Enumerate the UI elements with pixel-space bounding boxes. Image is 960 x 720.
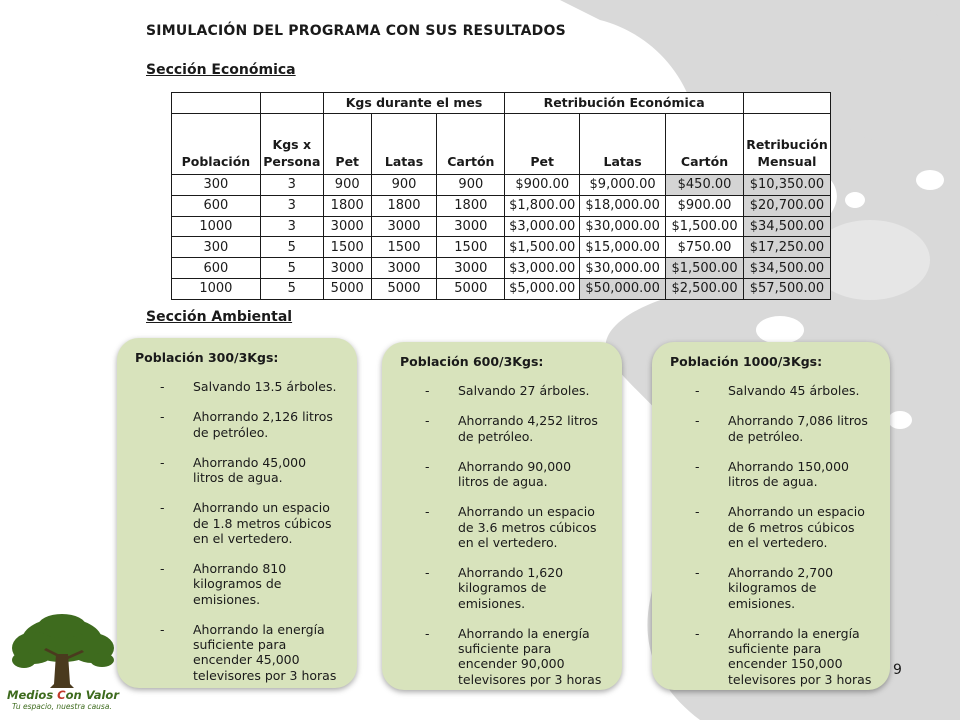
table-row bbox=[172, 278, 831, 299]
list-item bbox=[400, 626, 604, 687]
table-cell: 5000 bbox=[323, 278, 371, 299]
list-item-text: Salvando 27 árboles. bbox=[458, 383, 590, 398]
list-item-text: Ahorrando 1,620 kilogramos de emisiones. bbox=[458, 565, 564, 611]
header-empty-cell bbox=[260, 93, 323, 114]
card-title: Población 600/3Kgs: bbox=[400, 354, 544, 369]
table-cell: 3000 bbox=[371, 258, 437, 279]
table-row bbox=[172, 195, 831, 216]
table-cell: $1,500.00 bbox=[666, 258, 744, 279]
list-item bbox=[670, 565, 872, 611]
list-item bbox=[135, 379, 339, 394]
environmental-card-300 bbox=[117, 338, 357, 688]
list-item bbox=[135, 409, 339, 440]
table-cell: $20,700.00 bbox=[743, 195, 830, 216]
card-title: Población 1000/3Kgs: bbox=[670, 354, 823, 369]
list-item-text: Ahorrando 2,126 litros de petróleo. bbox=[193, 409, 333, 440]
bullet-dash: - bbox=[695, 413, 700, 429]
bullet-dash: - bbox=[425, 383, 430, 398]
list-item-text: Ahorrando 45,000 litros de agua. bbox=[193, 454, 307, 485]
table-cell: $34,500.00 bbox=[743, 258, 830, 279]
list-item-text: Ahorrando 150,000 litros de agua. bbox=[728, 458, 850, 489]
logo-brand-part1: Medios bbox=[7, 688, 58, 702]
header-empty-cell bbox=[743, 93, 830, 114]
bullet-dash: - bbox=[695, 383, 700, 398]
economic-section-heading: Sección Económica bbox=[146, 62, 296, 78]
table-cell: $5,000.00 bbox=[505, 278, 580, 299]
bullet-dash: - bbox=[160, 561, 165, 576]
list-item bbox=[670, 504, 872, 550]
list-item-text: Ahorrando un espacio de 3.6 metros cúbicos en el vertedero. bbox=[458, 504, 597, 550]
table-header-group-row bbox=[172, 93, 831, 114]
bullet-dash: - bbox=[160, 409, 165, 425]
header-carton: Cartón bbox=[437, 114, 505, 175]
list-item-text: Ahorrando 2,700 kilogramos de emisiones. bbox=[728, 565, 834, 611]
list-item bbox=[670, 626, 872, 687]
table-cell: 3 bbox=[260, 175, 323, 196]
table-cell: 5 bbox=[260, 278, 323, 299]
list-item-text: Ahorrando la energía suficiente para encender 90,000 televisores por 3 horas bbox=[458, 625, 602, 687]
bullet-dash: - bbox=[425, 625, 430, 641]
table-row bbox=[172, 175, 831, 196]
list-item-text: Ahorrando un espacio de 6 metros cúbicos en el vertedero. bbox=[728, 504, 865, 550]
table-cell: 3 bbox=[260, 195, 323, 216]
table-cell: $1,500.00 bbox=[666, 216, 744, 237]
table-cell: $10,350.00 bbox=[743, 175, 830, 196]
bullet-dash: - bbox=[425, 504, 430, 520]
header-retribucion-group: Retribución Económica bbox=[505, 93, 744, 114]
card-list bbox=[400, 383, 604, 687]
list-item-text: Ahorrando 810 kilogramos de emisiones. bbox=[193, 561, 287, 607]
header-ret-mensual-line1: Retribución bbox=[746, 137, 828, 153]
table-cell: 900 bbox=[437, 175, 505, 196]
table-cell: 1000 bbox=[172, 278, 261, 299]
bullet-dash: - bbox=[160, 454, 165, 470]
header-latas: Latas bbox=[371, 114, 437, 175]
economic-table bbox=[171, 92, 831, 300]
table-cell: $15,000.00 bbox=[580, 237, 666, 258]
table-cell: $1,500.00 bbox=[505, 237, 580, 258]
page-number: 9 bbox=[893, 662, 902, 678]
bullet-dash: - bbox=[695, 458, 700, 474]
header-ret-latas: Latas bbox=[580, 114, 666, 175]
list-item bbox=[670, 459, 872, 490]
table-cell: 1000 bbox=[172, 216, 261, 237]
header-kgs-persona-line2: Persona bbox=[263, 154, 321, 170]
bullet-dash: - bbox=[425, 565, 430, 580]
card-list bbox=[135, 379, 339, 683]
header-kgs-persona-line1: Kgs x bbox=[272, 137, 312, 153]
table-cell: $30,000.00 bbox=[580, 216, 666, 237]
table-cell: 5000 bbox=[437, 278, 505, 299]
table-cell: 600 bbox=[172, 195, 261, 216]
card-title: Población 300/3Kgs: bbox=[135, 350, 279, 365]
table-cell: $50,000.00 bbox=[580, 278, 666, 299]
logo-brand-accent: C bbox=[57, 688, 66, 702]
table-row bbox=[172, 258, 831, 279]
table-cell: 900 bbox=[323, 175, 371, 196]
table-cell: 600 bbox=[172, 258, 261, 279]
table-cell: 3000 bbox=[323, 216, 371, 237]
table-cell: $3,000.00 bbox=[505, 216, 580, 237]
table-cell: 900 bbox=[371, 175, 437, 196]
table-cell: 5 bbox=[260, 258, 323, 279]
table-cell: 3000 bbox=[437, 216, 505, 237]
bullet-dash: - bbox=[160, 621, 165, 637]
list-item bbox=[135, 561, 339, 607]
list-item bbox=[400, 504, 604, 550]
table-cell: 1500 bbox=[323, 237, 371, 258]
environmental-card-600 bbox=[382, 342, 622, 690]
header-empty-cell bbox=[172, 93, 261, 114]
list-item bbox=[400, 565, 604, 611]
table-cell: $1,800.00 bbox=[505, 195, 580, 216]
list-item bbox=[400, 383, 604, 398]
table-cell: $57,500.00 bbox=[743, 278, 830, 299]
list-item bbox=[400, 459, 604, 490]
table-cell: $900.00 bbox=[666, 195, 744, 216]
table-cell: 3 bbox=[260, 216, 323, 237]
table-cell: 3000 bbox=[323, 258, 371, 279]
table-cell: $17,250.00 bbox=[743, 237, 830, 258]
table-cell: 1800 bbox=[323, 195, 371, 216]
table-cell: 1800 bbox=[437, 195, 505, 216]
bullet-dash: - bbox=[695, 565, 700, 580]
table-cell: 5000 bbox=[371, 278, 437, 299]
table-cell: $450.00 bbox=[666, 175, 744, 196]
list-item-text: Ahorrando 90,000 litros de agua. bbox=[458, 458, 572, 489]
table-cell: $3,000.00 bbox=[505, 258, 580, 279]
table-cell: $900.00 bbox=[505, 175, 580, 196]
bullet-dash: - bbox=[425, 458, 430, 474]
header-ret-pet: Pet bbox=[505, 114, 580, 175]
logo-brand-part2: on Valor bbox=[65, 688, 119, 702]
list-item-text: Ahorrando la energía suficiente para encender 150,000 televisores por 3 horas bbox=[728, 625, 872, 687]
table-header-row bbox=[172, 114, 831, 175]
list-item-text: Ahorrando 7,086 litros de petróleo. bbox=[728, 413, 868, 444]
table-row bbox=[172, 237, 831, 258]
table-cell: $18,000.00 bbox=[580, 195, 666, 216]
table-cell: 5 bbox=[260, 237, 323, 258]
table-cell: $30,000.00 bbox=[580, 258, 666, 279]
logo-tagline: Tu espacio, nuestra causa. bbox=[12, 702, 112, 711]
environmental-section-heading: Sección Ambiental bbox=[146, 309, 293, 325]
bullet-dash: - bbox=[160, 500, 165, 516]
header-pet: Pet bbox=[323, 114, 371, 175]
header-poblacion: Población bbox=[172, 114, 261, 175]
header-ret-mensual bbox=[743, 114, 830, 175]
table-cell: 3000 bbox=[371, 216, 437, 237]
header-kgs-persona bbox=[260, 114, 323, 175]
logo-brand-text bbox=[7, 688, 119, 702]
table-cell: 300 bbox=[172, 175, 261, 196]
card-list bbox=[670, 383, 872, 687]
list-item bbox=[400, 413, 604, 444]
page-title: SIMULACIÓN DEL PROGRAMA CON SUS RESULTADOS bbox=[146, 23, 566, 39]
bullet-dash: - bbox=[695, 504, 700, 520]
list-item-text: Salvando 45 árboles. bbox=[728, 383, 860, 398]
bullet-dash: - bbox=[160, 379, 165, 394]
table-cell: 1500 bbox=[437, 237, 505, 258]
header-kgs-group: Kgs durante el mes bbox=[323, 93, 504, 114]
table-cell: $34,500.00 bbox=[743, 216, 830, 237]
environmental-card-1000 bbox=[652, 342, 890, 690]
table-cell: $9,000.00 bbox=[580, 175, 666, 196]
list-item bbox=[670, 383, 872, 398]
table-cell: 3000 bbox=[437, 258, 505, 279]
table-cell: 1800 bbox=[371, 195, 437, 216]
list-item bbox=[135, 500, 339, 546]
table-cell: 1500 bbox=[371, 237, 437, 258]
list-item-text: Ahorrando un espacio de 1.8 metros cúbicos en el vertedero. bbox=[193, 500, 332, 546]
bullet-dash: - bbox=[695, 625, 700, 641]
bullet-dash: - bbox=[425, 413, 430, 429]
table-row bbox=[172, 216, 831, 237]
list-item-text: Ahorrando 4,252 litros de petróleo. bbox=[458, 413, 598, 444]
table-cell: $750.00 bbox=[666, 237, 744, 258]
table-cell: $2,500.00 bbox=[666, 278, 744, 299]
list-item-text: Salvando 13.5 árboles. bbox=[193, 379, 337, 394]
header-ret-carton: Cartón bbox=[666, 114, 744, 175]
table-cell: 300 bbox=[172, 237, 261, 258]
list-item bbox=[135, 622, 339, 683]
list-item-text: Ahorrando la energía suficiente para encender 45,000 televisores por 3 horas bbox=[193, 621, 337, 683]
header-ret-mensual-line2: Mensual bbox=[757, 154, 817, 170]
list-item bbox=[135, 455, 339, 486]
list-item bbox=[670, 413, 872, 444]
